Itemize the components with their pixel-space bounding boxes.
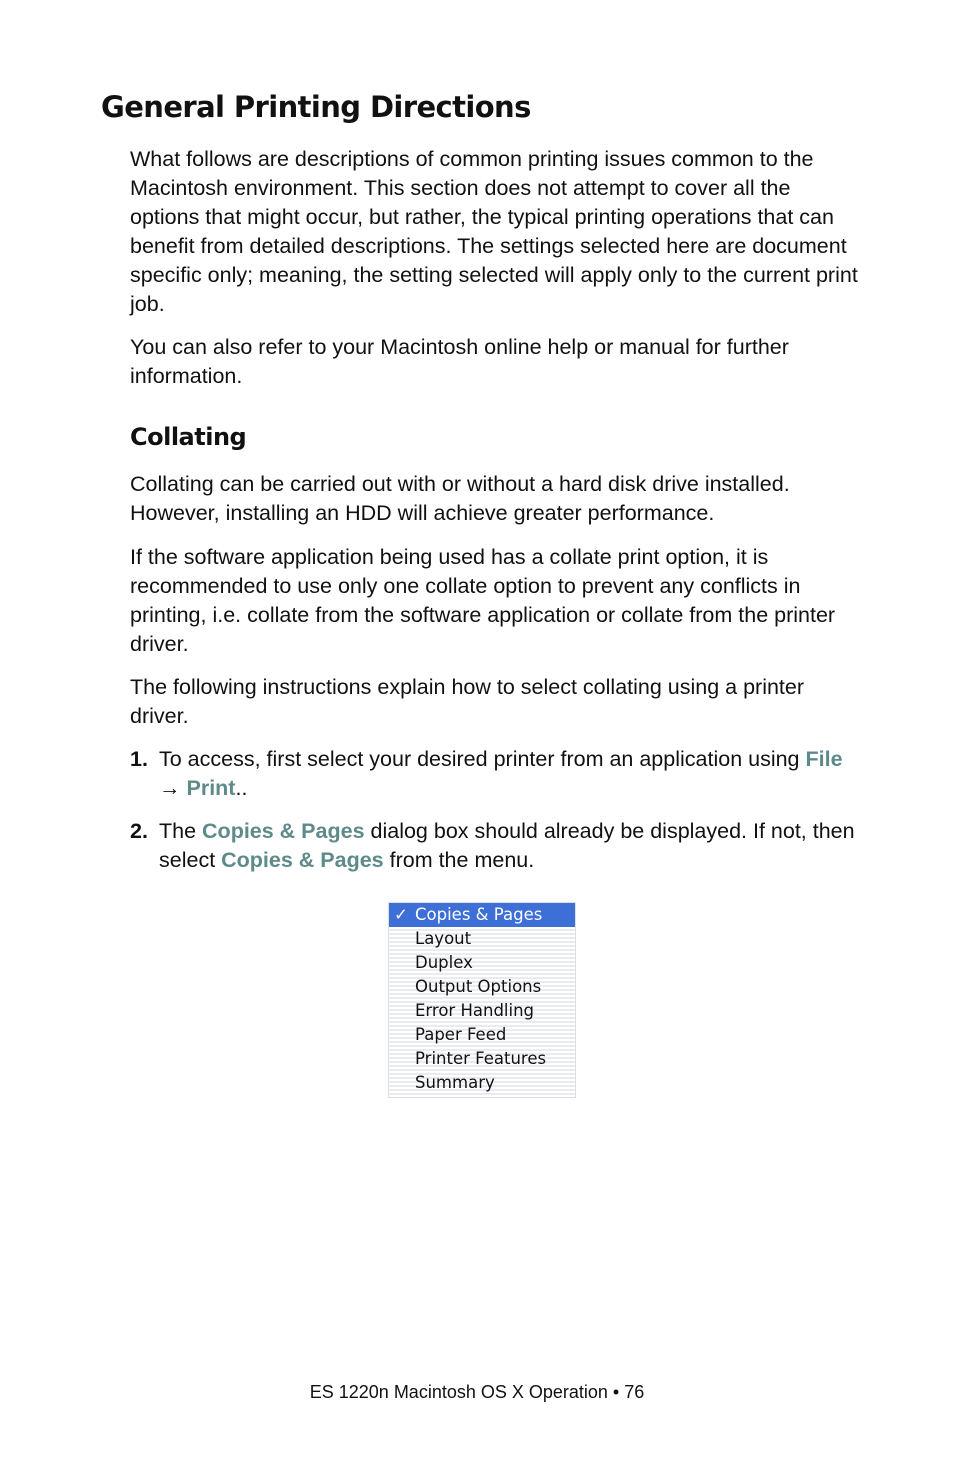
step-text-part: To access, first select your desired printer from an application using xyxy=(159,747,806,771)
step-text xyxy=(159,745,860,803)
menu-item-label: Output Options xyxy=(415,977,542,996)
print-options-menu xyxy=(388,902,576,1098)
menu-item-label: Layout xyxy=(415,929,472,948)
menu-item-printer-features[interactable] xyxy=(389,1047,575,1071)
copies-pages-reference: Copies & Pages xyxy=(202,819,365,843)
step-1 xyxy=(130,745,860,803)
arrow-icon: → xyxy=(159,776,187,800)
intro-paragraph-1: What follows are descriptions of common printing issues common to the Macintosh environment. This section does not attempt to cover all the options that might occur, but rather, the typical printing operations that can benefit from detailed descriptions. The settings selected here are document specific only; meaning, the setting selected will apply only to the current print job. xyxy=(130,147,858,316)
step-2 xyxy=(130,817,860,875)
step-number: 2. xyxy=(130,819,148,843)
menu-path-print: Print xyxy=(186,776,236,800)
menu-item-layout[interactable] xyxy=(389,927,575,951)
step-number: 1. xyxy=(130,747,148,771)
menu-item-label: Printer Features xyxy=(415,1049,547,1068)
menu-item-error-handling[interactable] xyxy=(389,999,575,1023)
menu-item-label: Duplex xyxy=(415,953,473,972)
collating-paragraph-3: The following instructions explain how to select collating using a printer driver. xyxy=(130,675,805,728)
step-text-part: from the menu. xyxy=(383,848,535,872)
menu-item-label: Error Handling xyxy=(415,1001,535,1020)
checkmark-icon: ✓ xyxy=(394,905,408,924)
menu-item-label: Copies & Pages xyxy=(415,905,543,924)
menu-item-duplex[interactable] xyxy=(389,951,575,975)
step-text xyxy=(159,817,860,875)
menu-item-label: Paper Feed xyxy=(415,1025,507,1044)
page-footer: ES 1220n Macintosh OS X Operation • 76 xyxy=(309,1382,645,1402)
page-title: General Printing Directions xyxy=(101,90,531,124)
copies-pages-reference: Copies & Pages xyxy=(221,848,384,872)
step-text-part: The xyxy=(159,819,203,843)
menu-path-file: File xyxy=(805,747,843,771)
step-text-part: dialog box should already be displayed. If not, then select xyxy=(159,819,855,872)
section-heading-collating: Collating xyxy=(130,423,247,451)
collating-paragraph-1: Collating can be carried out with or without a hard disk drive installed. However, installing an HDD will achieve greater performance. xyxy=(130,472,790,525)
menu-item-summary[interactable] xyxy=(389,1071,575,1095)
collating-paragraph-2: If the software application being used has a collate print option, it is recommended to use only one collate option to prevent any conflicts in printing, i.e. collate from the software application or collate from the printer driver. xyxy=(130,545,836,656)
menu-item-label: Summary xyxy=(415,1073,495,1092)
menu-item-copies-pages[interactable] xyxy=(389,903,575,927)
menu-item-output-options[interactable] xyxy=(389,975,575,999)
step-text-part: .. xyxy=(235,776,248,800)
menu-item-paper-feed[interactable] xyxy=(389,1023,575,1047)
intro-paragraph-2: You can also refer to your Macintosh online help or manual for further information. xyxy=(130,335,789,388)
